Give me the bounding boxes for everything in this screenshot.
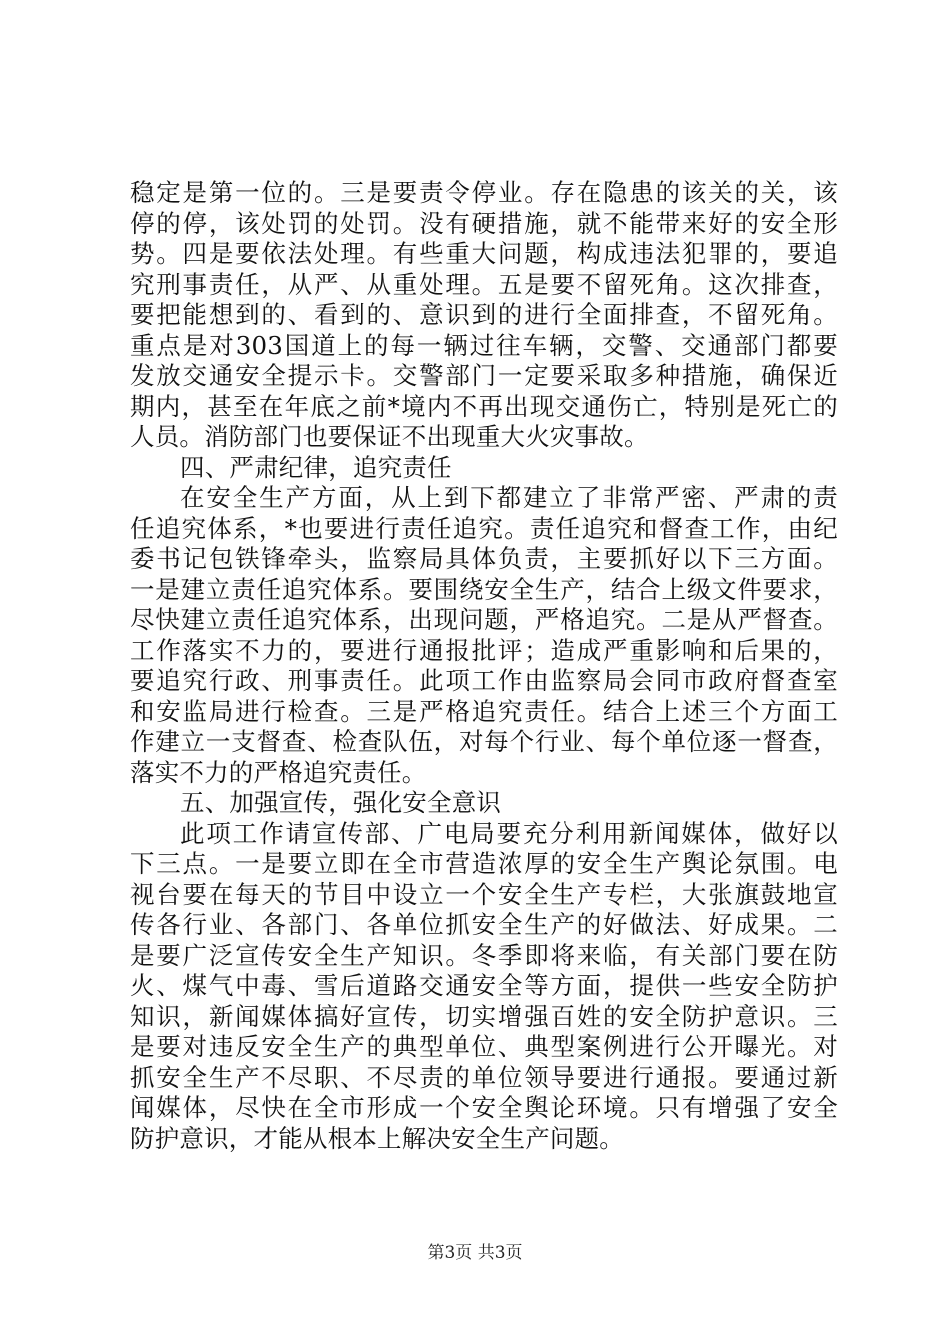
text-line: 委书记包铁锋牵头，监察局具体负责，主要抓好以下三方面。: [130, 544, 838, 573]
text-line: 下三点。一是要立即在全市营造浓厚的安全生产舆论氛围。电: [130, 849, 838, 878]
section-heading: 四、严肃纪律，追究责任: [180, 452, 452, 482]
text-line: 要追究行政、刑事责任。此项工作由监察局会同市政府督查室: [130, 666, 838, 695]
text-line: 势。四是要依法处理。有些重大问题，构成违法犯罪的，要追: [130, 239, 838, 268]
text-line: 落实不力的严格追究责任。: [130, 757, 427, 787]
text-line: 重点是对303国道上的每一辆过往车辆，交警、交通部门都要: [130, 330, 838, 360]
text-line: 和安监局进行检查。三是严格追究责任。结合上述三个方面工: [130, 696, 838, 726]
text-line: 稳定是第一位的。三是要责令停业。存在隐患的该关的关，该: [130, 178, 838, 207]
text-line: 是要对违反安全生产的典型单位、典型案例进行公开曝光。对: [130, 1032, 838, 1061]
text-line: 视台要在每天的节目中设立一个安全生产专栏，大张旗鼓地宣: [130, 879, 838, 909]
text-line: 抓安全生产不尽职、不尽责的单位领导要进行通报。要通过新: [130, 1062, 838, 1092]
text-line: 作建立一支督查、检查队伍，对每个行业、每个单位逐一督查，: [130, 727, 838, 756]
text-line: 究刑事责任，从严、从重处理。五是要不留死角。这次排查，: [130, 269, 838, 299]
text-line: 发放交通安全提示卡。交警部门一定要采取多种措施，确保近: [130, 361, 838, 390]
page-number-label: 第3页 共3页: [427, 1243, 523, 1263]
text-line: 火、煤气中毒、雪后道路交通安全等方面，提供一些安全防护: [130, 971, 838, 1000]
paragraph-first-line: 此项工作请宣传部、广电局要充分利用新闻媒体，做好以: [180, 818, 838, 848]
text-line: 闻媒体，尽快在全市形成一个安全舆论环境。只有增强了安全: [130, 1093, 838, 1122]
text-line: 任追究体系，*也要进行责任追究。责任追究和督查工作，由纪: [130, 513, 838, 543]
text-line: 尽快建立责任追究体系，出现问题，严格追究。二是从严督查。: [130, 605, 838, 634]
text-line: 是要广泛宣传安全生产知识。冬季即将来临，有关部门要在防: [130, 940, 838, 970]
text-line: 人员。消防部门也要保证不出现重大火灾事故。: [130, 422, 649, 451]
text-line: 防护意识，才能从根本上解决安全生产问题。: [130, 1123, 624, 1153]
document-body: [130, 178, 838, 1154]
text-line: 一是建立责任追究体系。要围绕安全生产，结合上级文件要求，: [130, 574, 838, 604]
section-heading: 五、加强宣传，强化安全意识: [180, 788, 502, 817]
text-line: 传各行业、各部门、各单位抓安全生产的好做法、好成果。二: [130, 910, 838, 939]
text-line: 停的停，该处罚的处罚。没有硬措施，就不能带来好的安全形: [130, 208, 838, 238]
paragraph-first-line: 在安全生产方面，从上到下都建立了非常严密、严肃的责: [180, 483, 838, 512]
text-line: 要把能想到的、看到的、意识到的进行全面排查，不留死角。: [130, 300, 838, 329]
page-footer: [0, 1243, 950, 1263]
text-line: 知识，新闻媒体搞好宣传，切实增强百姓的安全防护意识。三: [130, 1001, 838, 1031]
text-line: 工作落实不力的，要进行通报批评；造成严重影响和后果的，: [130, 635, 838, 665]
text-line: 期内，甚至在年底之前*境内不再出现交通伤亡，特别是死亡的: [130, 391, 838, 421]
